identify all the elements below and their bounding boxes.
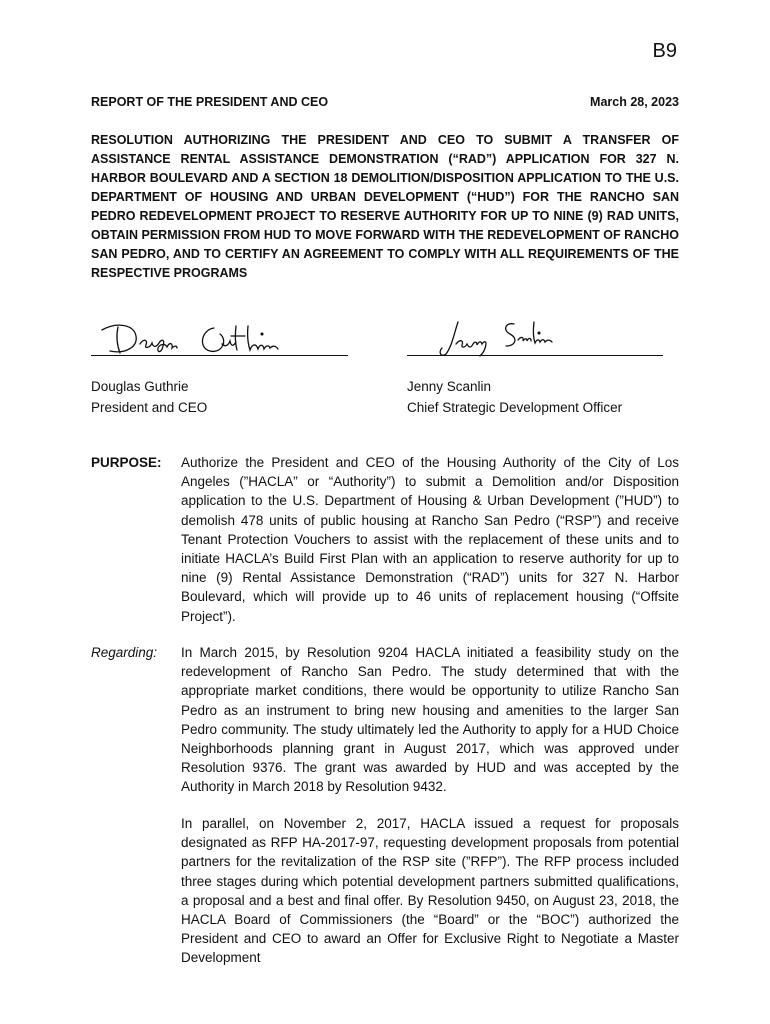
regarding-paragraph-1: In March 2015, by Resolution 9204 HACLA initiated a feasibility study on the redevelopment of Rancho San Pedro. The study determined that with the appropriate market conditions, there would be opportunity to utilize Rancho San Pedro as an instrument to bring new housing and amenities to the larger San Pedro community. The study ultimately led the Authority to apply for a HUD Choice Neighborhoods planning grant in August 2017, which was approved under Resolution 9376. The grant was awarded by HUD and was accepted by the Authority in March 2018 by Resolution 9432. <box>181 645 679 795</box>
regarding-label: Regarding: <box>91 645 158 660</box>
signatory-title: Chief Strategic Development Officer <box>407 400 623 415</box>
resolution-title: RESOLUTION AUTHORIZING THE PRESIDENT AND CEO TO SUBMIT A TRANSFER OF ASSISTANCE RENTAL ASSISTANCE DEMONSTRATION (“RAD”) APPLICATION FOR 327 N. HARBOR BOULEVARD AND A SECTION 18 DEMOLITION/DISPOSITION APPLICATION TO THE U.S. DEPARTMENT OF HOUSING AND URBAN DEVELOPMENT (“HUD”) FOR THE RANCHO SAN PEDRO REDEVELOPMENT PROJECT TO RESERVE AUTHORITY FOR UP TO NINE (9) RAD UNITS, OBTAIN PERMISSION FROM HUD TO MOVE FORWARD WITH THE REDEVELOPMENT OF RANCHO SAN PEDRO, AND TO CERTIFY AN AGREEMENT TO COMPLY WITH ALL REQUIREMENTS OF THE RESPECTIVE PROGRAMS <box>91 133 679 280</box>
report-date: March 28, 2023 <box>590 95 679 109</box>
signatory-name: Jenny Scanlin <box>407 379 492 394</box>
signatory-title: President and CEO <box>91 400 208 415</box>
signatory-name: Douglas Guthrie <box>91 379 189 394</box>
signature-line-left <box>91 355 348 356</box>
signature-douglas-guthrie <box>96 318 301 358</box>
agenda-item-tag: B9 <box>652 40 677 62</box>
signature-line-right <box>407 355 663 356</box>
signatory-left <box>91 376 207 418</box>
purpose-text: Authorize the President and CEO of the Housing Authority of the City of Los Angeles (”HACLA” or “Authority”) to submit a Demolition and/or Disposition application to the U.S. Department of Housing & Urban Development (”HUD”) to demolish 478 units of public housing at Rancho San Pedro (“RSP”) and receive Tenant Protection Vouchers to assist with the replacement of these units and to initiate HACLA’s Build First Plan with an application to reserve authority for up to nine (9) Rental Assistance Demonstration (“RAD”) units for 327 N. Harbor Boulevard, which will provide up to 46 units of replacement housing (“Offsite Project”). <box>181 455 679 624</box>
report-title: REPORT OF THE PRESIDENT AND CEO <box>91 95 329 109</box>
signatory-right <box>407 376 622 418</box>
purpose-label: PURPOSE: <box>91 455 162 470</box>
signature-jenny-scanlin <box>436 316 561 360</box>
regarding-paragraph-2: In parallel, on November 2, 2017, HACLA issued a request for proposals designated as RFP HA-2017-97, requesting development proposals from potential partners for the revitalization of the RSP site (”RFP”). The RFP process included three stages during which potential development partners submitted qualifications, a proposal and a best and final offer. By Resolution 9450, on August 23, 2018, the HACLA Board of Commissioners (the “Board” or the “BOC”) authorized the President and CEO to award an Offer for Exclusive Right to Negotiate a Master Development <box>181 816 679 966</box>
